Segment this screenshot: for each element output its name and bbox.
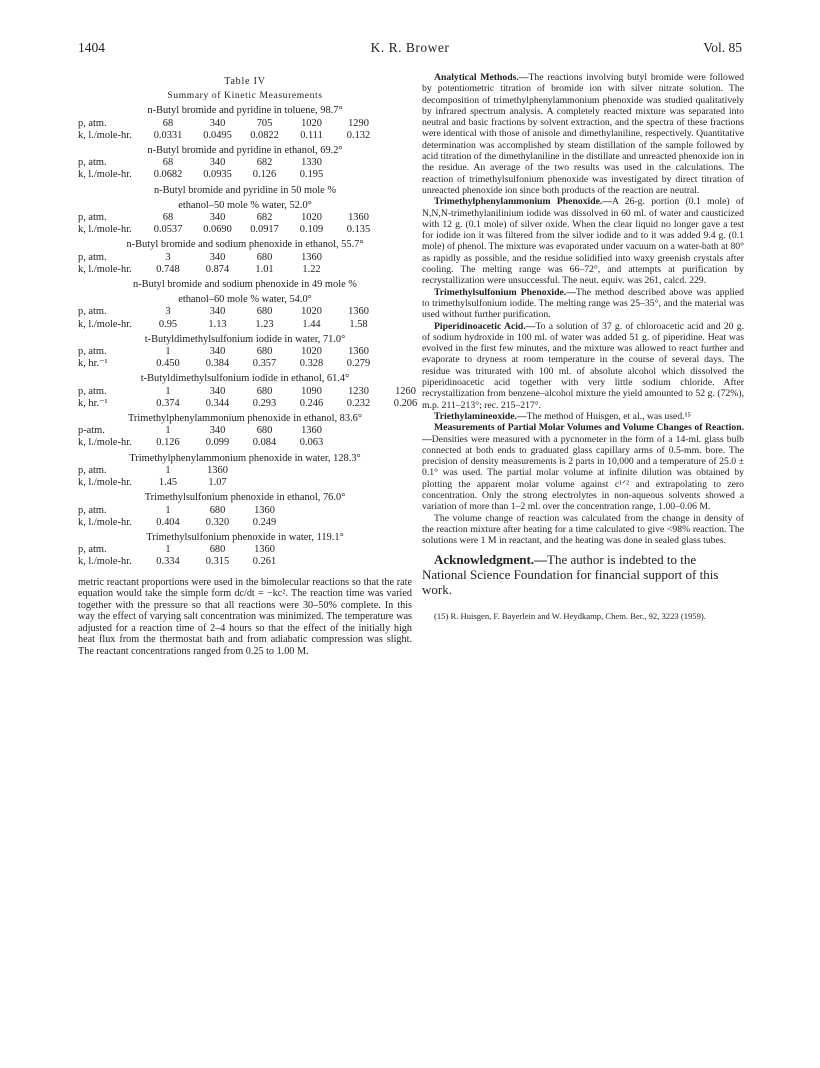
table-cell: 680 <box>256 425 273 437</box>
table-block <box>78 334 412 371</box>
pressure-row <box>78 544 412 556</box>
table-cell: 3 <box>165 251 171 263</box>
table-cell: 1020 <box>301 117 322 129</box>
section-text: The reactions involving butyl bromide were followed by potentiometric titration of bromide ion with silver nitrate solution. The decomposition of trimethylphenylammonium phenoxide was studied qualitatively by infrared spectrum analysis. A completely reacted mixture was separated into neutral and basic fractions by solvent extraction, and the spectra of these fractions were identical with those of anisole and dimethylaniline, respectively. Quantitative determination was accomplished by steam distillation of the sample followed by acid titration of the dimethylaniline in the distillate and unreacted phenoxide ion in the residue. An average of the two results was used in the calculations. The reaction of trimethylsulfonium phenoxide was investigated by direct titration of unreacted phenoxide ion since both products of the reaction are neutral. <box>422 72 744 196</box>
table-block <box>78 373 418 410</box>
table-cell: 1 <box>165 464 171 476</box>
pressure-row <box>78 385 416 398</box>
block-caption: ethanol–60 mole % water, 54.0° <box>178 294 312 306</box>
table-cell: 0.246 <box>299 397 324 409</box>
table-cell: 0.374 <box>156 397 180 409</box>
pressure-row <box>78 505 412 517</box>
table-cell: 0.195 <box>299 169 324 181</box>
table-cell: 1290 <box>348 117 369 129</box>
block-caption: n-Butyl bromide and sodium phenoxide in ethanol, 55.7° <box>126 239 364 251</box>
pressure-row <box>78 118 412 130</box>
table-cell: 1360 <box>348 306 369 318</box>
table-cell: 340 <box>209 251 226 263</box>
table-block <box>78 239 412 276</box>
section-paragraph <box>422 72 744 196</box>
pressure-row <box>78 252 412 264</box>
section-heading: Measurements of Partial Molar Volumes and Volume Changes of Reaction.— <box>422 422 744 445</box>
row-label: k, l./mole-hr. <box>78 516 132 528</box>
table-cell: 0.344 <box>205 397 230 409</box>
table-block <box>78 453 412 490</box>
table-cell: 0.95 <box>158 318 178 330</box>
row-label: p, atm. <box>78 346 107 358</box>
table-cell: 1 <box>165 544 171 556</box>
table-cell: 1360 <box>301 425 322 437</box>
table-cell: 0.132 <box>346 129 371 141</box>
block-caption: n-Butyl bromide and pyridine in 50 mole % <box>153 184 337 196</box>
table-block <box>78 145 412 182</box>
row-label: p, atm. <box>78 464 107 476</box>
table-block <box>78 413 412 450</box>
table-cell: 340 <box>209 306 226 318</box>
row-label: k, l./mole-hr. <box>78 318 132 330</box>
kinetic-table <box>78 105 418 568</box>
right-column <box>422 72 744 630</box>
table-cell: 0.0537 <box>153 224 183 236</box>
pressure-row <box>78 157 412 169</box>
row-label: p, atm. <box>78 251 107 263</box>
block-caption: Trimethylsulfonium phenoxide in water, 119.1° <box>146 531 344 543</box>
table-cell: 0.320 <box>205 516 230 528</box>
table-cell: 3 <box>165 306 171 318</box>
section-heading: Piperidinoacetic Acid.— <box>434 320 536 332</box>
section-paragraph <box>422 287 744 321</box>
section-text: The volume change of reaction was calculated from the change in density of the reaction mixture after heating for a time calculated to give <98% reaction. The solutions were 1 M in reactant, and the heating was done in sealed glass tubes. <box>422 512 744 547</box>
table-cell: 705 <box>256 117 273 129</box>
section-text: The method described above was applied to trimethylsulfonium iodide. The melting range was 25–35°, and the material was used without further purification. <box>422 286 744 321</box>
table-cell: 680 <box>256 306 273 318</box>
table-cell: 0.063 <box>299 437 324 449</box>
row-label: p, atm. <box>78 212 107 224</box>
pressure-row <box>78 306 412 318</box>
table-cell: 1.58 <box>349 318 368 330</box>
block-caption: Trimethylsulfonium phenoxide in ethanol, 76.0° <box>144 492 346 504</box>
table-cell: 0.135 <box>346 224 371 236</box>
row-label: p, atm. <box>78 385 107 397</box>
block-caption: t-Butyldimethylsulfonium iodide in water, 71.0° <box>144 333 346 345</box>
table-block <box>78 105 412 142</box>
rate-row <box>78 556 412 568</box>
row-label: p, atm. <box>78 306 107 318</box>
table-cell: 0.315 <box>205 556 230 568</box>
footnote: (15) R. Huisgen, F. Bayerlein and W. Heydkamp, Chem. Ber., 92, 3223 (1959). <box>434 611 706 622</box>
table-cell: 340 <box>209 157 226 169</box>
table-block <box>78 279 412 331</box>
table-cell: 1260 <box>395 385 416 397</box>
section-heading: Analytical Methods.— <box>434 72 529 83</box>
table-cell: 680 <box>256 251 273 263</box>
row-label: k, l./mole-hr. <box>78 224 132 236</box>
running-author: K. R. Brower <box>370 40 450 55</box>
table-cell: 1 <box>165 504 171 516</box>
row-label: p, atm. <box>78 504 107 516</box>
rate-row <box>78 397 418 410</box>
block-caption: n-Butyl bromide and pyridine in ethanol, 69.2° <box>147 145 343 157</box>
table-cell: 1090 <box>301 385 322 397</box>
rate-row <box>78 130 412 142</box>
table-cell: 0.0690 <box>203 224 232 236</box>
section-paragraph <box>422 411 744 422</box>
table-cell: 0.084 <box>252 437 277 449</box>
row-label: p-atm. <box>78 425 105 437</box>
section-heading: Trimethylsulfonium Phenoxide.— <box>434 286 576 298</box>
table-cell: 0.111 <box>300 129 323 141</box>
table-cell: 1020 <box>301 306 322 318</box>
table-cell: 680 <box>256 346 273 358</box>
table-cell: 0.450 <box>156 358 180 370</box>
table-cell: 1360 <box>254 504 275 516</box>
table-cell: 1 <box>165 385 171 397</box>
table-cell: 1360 <box>348 346 369 358</box>
table-cell: 682 <box>256 157 273 169</box>
row-label: k, hr.⁻¹ <box>78 397 108 409</box>
row-label: p, atm. <box>78 544 107 556</box>
table-cell: 1360 <box>207 464 228 476</box>
section-text: A 26-g. portion (0.1 mole) of N,N,N-trimethylanilinium iodide was dissolved in 60 ml. of water and causticized with 12 g. (0.1 mole) of silver oxide. When the clear liquid no longer gave a test for iodide ion it was filtered from the silver iodide and to it was added 9.4 g. (0.1 mole) of phenol. The mixture was evaporated under vacuum on a water-bath at 80° as rapidly as possible, and the residue solidified into waxy greenish crystals after cooling. The melting range was 66–72°, and attempts at purification by recrystallization were unsuccessful. The neut. equiv. was 261, calcd. 229. <box>422 196 745 287</box>
table-cell: 680 <box>209 504 226 516</box>
table-cell: 682 <box>256 212 273 224</box>
left-body-text <box>78 577 412 658</box>
running-header <box>78 40 742 60</box>
section-paragraph <box>422 196 744 286</box>
table-cell: 1020 <box>301 346 322 358</box>
table-title: Summary of Kinetic Measurements <box>167 90 323 102</box>
table-cell: 0.261 <box>252 556 277 568</box>
section-paragraph <box>422 321 744 411</box>
pressure-row <box>78 212 412 224</box>
row-label: p, atm. <box>78 157 107 169</box>
table-cell: 1020 <box>301 212 322 224</box>
table-cell: 0.232 <box>346 397 371 409</box>
section-heading: Trimethylphenylammonium Phenoxide.— <box>434 196 613 208</box>
table-cell: 0.748 <box>156 263 180 275</box>
table-cell: 0.334 <box>156 556 180 568</box>
paragraph: metric reactant proportions were used in the bimolecular reactions so that the rate equation would take the simple form dc/dt = −kc². The reaction time was varied together with the pressure so that all reactions were 30–50% complete. In this way the effect of varying salt concentration was minimized. The temperature was adjusted for a reaction time of 2–4 hours so that the effect of the initially high heat flux from the thermostat bath and from adiabatic compression was slight. The reactant concentrations ranged from 0.25 to 1.00 M. <box>78 576 412 658</box>
table-cell: 68 <box>162 117 174 129</box>
rate-row <box>78 437 412 449</box>
table-cell: 0.874 <box>205 263 230 275</box>
table-cell: 0.099 <box>205 437 230 449</box>
acknowledgment <box>422 552 744 597</box>
table-cell: 680 <box>209 544 226 556</box>
rate-row <box>78 319 412 331</box>
table-cell: 340 <box>209 117 226 129</box>
volume-label: Vol. 85 <box>703 40 742 55</box>
table-cell: 1 <box>165 346 171 358</box>
table-cell: 1.13 <box>208 318 227 330</box>
table-cell: 0.293 <box>252 397 277 409</box>
table-cell: 0.0331 <box>153 129 183 141</box>
pressure-row <box>78 425 412 437</box>
section-text: Densities were measured with a pycnometer in the form of a 14-ml. glass bulb connected at both ends to graduated glass capillary arms of 0.5-mm. bore. The precision of density measurements is 2 parts in 10,000 and a temperature of 25.0 ± 0.1° was used. The partial molar volume at infinite dilution was obtained by plotting the apparent molar volume against c¹ᐟ² and extrapolating to zero concentration. Only the strong electrolytes in non-aqueous solvents showed a variation of more than 1–2 ml. over the concentration range, 1.00–0.06 M. <box>422 433 744 513</box>
table-cell: 340 <box>209 346 226 358</box>
row-label: k, l./mole-hr. <box>78 263 132 275</box>
table-cell: 0.249 <box>252 516 277 528</box>
table-cell: 0.126 <box>156 437 180 449</box>
table-cell: 0.109 <box>299 224 324 236</box>
section-text: The method of Huisgen, et al., was used.¹⁵ <box>526 410 691 422</box>
rate-row <box>78 517 412 529</box>
row-label: k, l./mole-hr. <box>78 129 132 141</box>
acknowledgment-heading: Acknowledgment.— <box>434 552 548 568</box>
table-block <box>78 185 412 237</box>
left-column <box>78 72 418 658</box>
block-caption: n-Butyl bromide and sodium phenoxide in 49 mole % <box>133 279 357 291</box>
row-label: k, l./mole-hr. <box>78 556 132 568</box>
table-cell: 1230 <box>348 385 369 397</box>
block-caption: Trimethylphenylammonium phenoxide in ethanol, 83.6° <box>127 413 363 425</box>
table-cell: 68 <box>162 157 174 169</box>
row-label: k, hr.⁻¹ <box>78 358 108 370</box>
rate-row <box>78 224 412 236</box>
table-cell: 0.357 <box>252 358 277 370</box>
block-caption: ethanol–50 mole % water, 52.0° <box>178 199 312 211</box>
table-cell: 0.404 <box>156 516 180 528</box>
table-cell: 0.0682 <box>153 169 183 181</box>
section-paragraph <box>422 513 744 547</box>
table-cell: 0.328 <box>299 358 324 370</box>
table-cell: 0.0495 <box>203 129 232 141</box>
section-paragraph <box>422 422 744 512</box>
table-cell: 0.384 <box>205 358 230 370</box>
table-block <box>78 532 412 569</box>
table-cell: 680 <box>256 385 273 397</box>
table-cell: 1.22 <box>302 263 321 275</box>
table-cell: 1.44 <box>302 318 321 330</box>
row-label: p, atm. <box>78 117 107 129</box>
table-cell: 340 <box>209 385 226 397</box>
pressure-row <box>78 346 412 358</box>
block-caption: Trimethylphenylammonium phenoxide in water, 128.3° <box>129 452 361 464</box>
row-label: k, l./mole-hr. <box>78 169 132 181</box>
table-cell: 1360 <box>254 544 275 556</box>
block-caption: n-Butyl bromide and pyridine in toluene, 98.7° <box>147 105 343 117</box>
table-cell: 0.0935 <box>203 169 232 181</box>
experimental-sections <box>422 72 744 546</box>
table-cell: 0.206 <box>393 397 418 409</box>
section-text: To a solution of 37 g. of chloroacetic acid and 20 g. of sodium hydroxide in 100 ml. of water was added 51 g. of piperidine. Heat was evolved in the first few minutes, and the mixture was allowed to react further and evaporate to dryness at room temperature in the course of several days. The residue was triturated with 100 ml. of absolute alcohol which dissolved the piperidinoacetic acid together with very little sodium chloride. After recrystallization from benzene–alcohol mixture the yield amounted to 52 g. (72%), m.p. 211–213°; rec. 215–217°. <box>422 320 744 411</box>
table-cell: 68 <box>162 212 174 224</box>
table-cell: 0.0822 <box>250 129 279 141</box>
table-cell: 1.07 <box>208 477 227 489</box>
rate-row <box>78 477 412 489</box>
table-cell: 1 <box>165 425 171 437</box>
table-cell: 340 <box>209 212 226 224</box>
table-cell: 340 <box>209 425 226 437</box>
rate-row <box>78 264 412 276</box>
table-cell: 1330 <box>301 157 322 169</box>
table-label: Table IV <box>224 76 266 87</box>
table-cell: 1.45 <box>158 477 178 489</box>
table-cell: 1.23 <box>255 318 274 330</box>
table-cell: 1360 <box>348 212 369 224</box>
table-block <box>78 492 412 529</box>
acknowledgment-text: The author is indebted to the National Science Foundation for financial support of this work. <box>422 552 719 598</box>
section-heading: Triethylamineoxide.— <box>434 410 527 422</box>
row-label: k, l./mole-hr. <box>78 437 132 449</box>
rate-row <box>78 358 412 370</box>
table-cell: 1.01 <box>255 263 274 275</box>
row-label: k, l./mole-hr. <box>78 477 132 489</box>
table-cell: 0.126 <box>252 169 277 181</box>
table-cell: 0.0917 <box>250 224 279 236</box>
page-number: 1404 <box>78 40 105 55</box>
table-cell: 0.279 <box>346 358 371 370</box>
pressure-row <box>78 465 412 477</box>
rate-row <box>78 169 412 181</box>
block-caption: t-Butyldimethylsulfonium iodide in ethanol, 61.4° <box>140 373 350 385</box>
table-cell: 1360 <box>301 251 322 263</box>
